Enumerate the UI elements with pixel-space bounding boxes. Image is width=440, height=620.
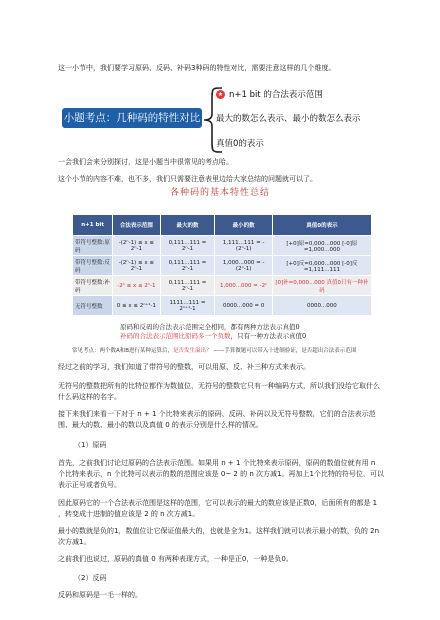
header-cell: 最小的数	[215, 215, 272, 236]
row-label: 带符号整数:原码	[73, 236, 113, 256]
table-header-row	[73, 215, 372, 236]
exam-tip: 常见考点：两个数A和B进行某种运算后，是否发生溢出？ ——手算做题可以带入十进制验证，是否超出合法表示范围	[72, 348, 357, 354]
max-cell: 1111...111 = 2ⁿ⁺¹-1	[160, 296, 215, 316]
table-title: 各种码的基本特性总结	[169, 188, 270, 198]
row-label: 无符号整数	[73, 296, 113, 316]
paragraph-5: 接下来我们来看一下对于 n + 1 个比特来表示的原码、反码、补码以及无符号整数，它们的合法表示范围、最大的数、最小的数以及真值 0 的表示分别是什么样的情况。	[58, 410, 376, 429]
table-row	[73, 276, 372, 296]
max-cell: 0,111...111 = 2ⁿ-1	[160, 256, 215, 276]
max-cell: 0,111...111 = 2ⁿ-1	[160, 236, 215, 256]
table-note-1: 原码和反码的合法表示范围完全相同，都有两种方法表示真值0	[120, 323, 300, 331]
intro-paragraph: 这一小节中，我们要学习原码、反码、补码3种码的特性对比，需要注意这样的几个维度。	[58, 64, 336, 72]
mindmap-center-node: 小题考点：几种码的特性对比	[62, 108, 202, 128]
paragraph-10: 反码和原码是一毛一样的。	[58, 591, 142, 599]
zero-cell: [+0]原=0,000...000 [-0]原=1,000...000	[272, 236, 371, 256]
zero-cell: 0000...000	[272, 296, 371, 316]
row-label: 带符号整数:补码	[73, 276, 113, 296]
paragraph-6: 首先，之前我们讨论过原码的合法表示范围。如果用 n + 1 个比特来表示原码，原码的数值位就有用 n 个比特来表示，n 个比特可以表示的数的范围应该是 0~ 2 的 n 次方减1。再加上1个比特的符号位，可以表示正号或者负号。	[58, 459, 384, 489]
paragraph-8: 最小的数就是负的1，数值位让它保证值最大的，也就是全为1。这样我们就可以表示最小的数，负的 2n 次方减1。	[58, 527, 380, 546]
code-comparison-table	[72, 214, 372, 316]
paragraph-3: 经过之前的学习，我们知道了带符号的整数，可以用原、反、补三种方式来表示。	[58, 363, 310, 371]
range-cell: -(2ⁿ-1) ≤ x ≤ 2ⁿ-1	[113, 236, 160, 256]
star-icon: ★	[217, 91, 224, 98]
range-cell: -2ⁿ ≤ x ≤ 2ⁿ-1	[113, 276, 160, 296]
paragraph-7: 因此原码它的一个合法表示范围是这样的范围，它可以表示的最大的数应该是正数0，后面所有的都是 1 ，转变成十进制的值应该是 2 的 n 次方减1。	[58, 499, 378, 518]
section-heading-original: （1）原码	[74, 441, 107, 449]
zero-cell: [0]补=0,000...000 真值0只有一种补码	[272, 276, 371, 296]
min-cell: 1,000...000 = -2ⁿ	[215, 276, 272, 296]
table-row	[73, 296, 372, 316]
range-cell: 0 ≤ x ≤ 2ⁿ⁺¹-1	[113, 296, 160, 316]
paragraph-9: 之前我们也说过，原码的真值 0 有两种表现方式，一种是正0，一种是负0。	[58, 555, 293, 563]
header-cell: 合法表示范围	[113, 215, 160, 236]
zero-cell: [+0]反=0,000...000 [-0]反=1,111...111	[272, 256, 371, 276]
max-cell: 0,111...111 = 2ⁿ-1	[160, 276, 215, 296]
header-cell: 真值0的表示	[272, 215, 371, 236]
row-label: 带符号整数:反码	[73, 256, 113, 276]
min-cell: 1,111...111 = -(2ⁿ-1)	[215, 236, 272, 256]
mindmap-branch-range: ★ n+1 bit 的合法表示范围	[217, 90, 323, 100]
mindmap-branch-zero: 真值0的表示	[216, 139, 264, 149]
table-note-2: 补码的合法表示范围比原码多一个负数，只有一种方法表示真值0	[120, 332, 307, 340]
table-row	[73, 256, 372, 276]
section-heading-ones-complement: （2）反码	[74, 574, 107, 582]
min-cell: 1,000...000 = -(2ⁿ-1)	[215, 256, 272, 276]
paragraph-2: 这个小节的内容不难，也不多，我们只需要注意表里边给大家总结的问题就可以了。	[58, 175, 317, 183]
header-cell: 最大的数	[160, 215, 215, 236]
range-cell: -(2ⁿ-1) ≤ x ≤ 2ⁿ-1	[113, 256, 160, 276]
paragraph-1: 一会我们会来分别探讨，这是小题当中很常见的考点哈。	[58, 158, 233, 166]
table-row	[73, 236, 372, 256]
mindmap-branch-maxmin: 最大的数怎么表示、最小的数怎么表示	[216, 114, 361, 124]
header-cell: n+1 bit	[73, 215, 113, 236]
paragraph-4: 无符号的整数把所有的比特位都作为数值位，无符号的整数它只有一种编码方式，所以我们没给它取什么什么码这样的名字。	[58, 382, 380, 401]
min-cell: 0000...000 = 0	[215, 296, 272, 316]
